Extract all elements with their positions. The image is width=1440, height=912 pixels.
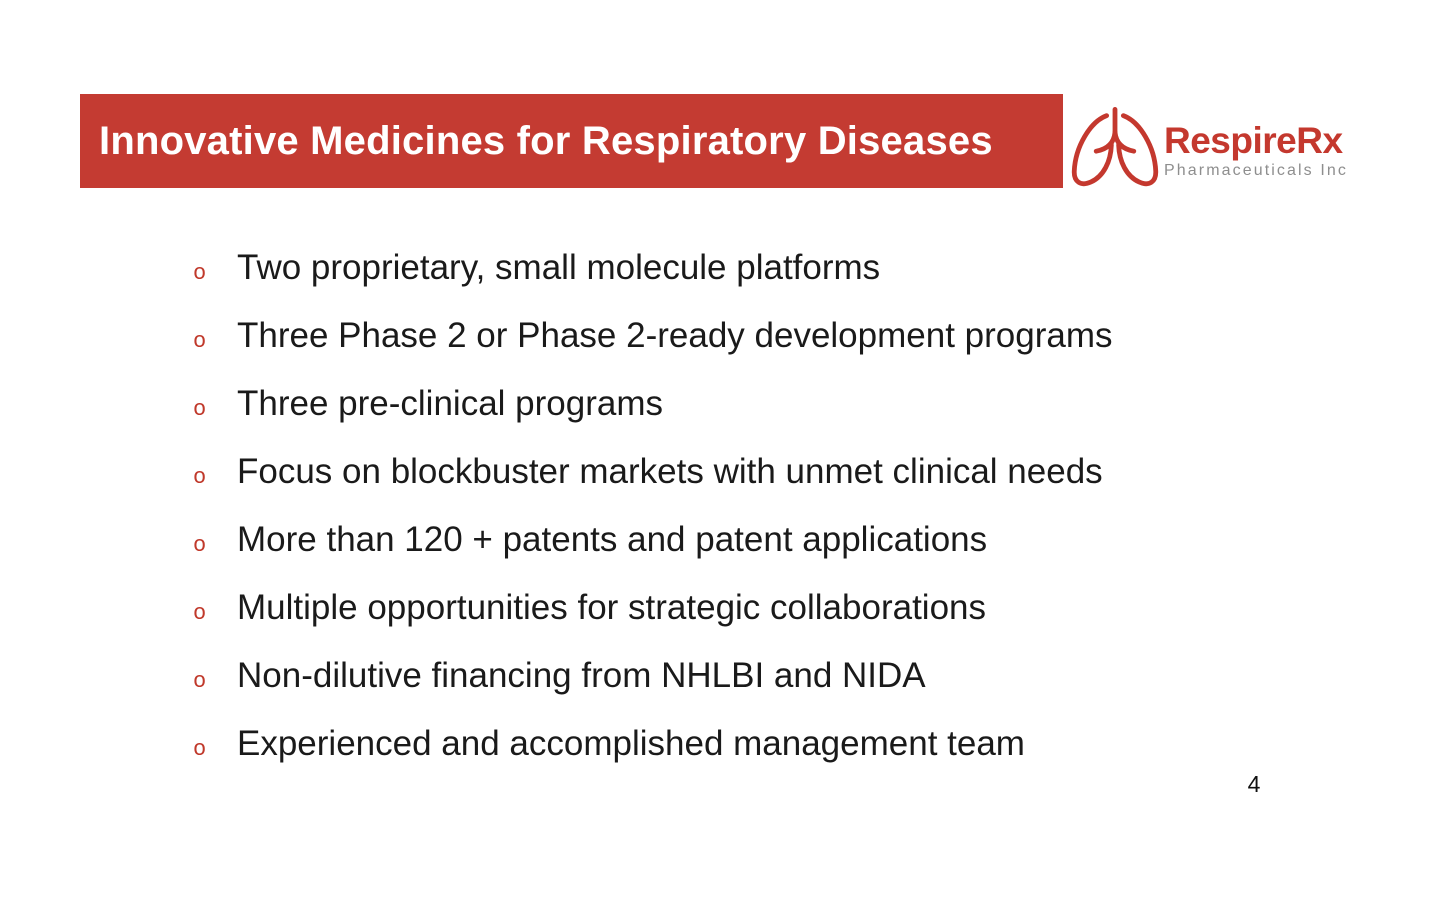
circle-bullet-icon: o	[193, 261, 207, 286]
circle-bullet-icon: o	[193, 601, 207, 626]
lungs-icon	[1068, 104, 1162, 190]
bullet-item-text: Three pre-clinical programs	[237, 384, 663, 423]
circle-bullet-icon: o	[193, 465, 207, 490]
page-number: 4	[1247, 771, 1261, 797]
list-item	[193, 438, 1112, 506]
company-logo	[1068, 104, 1348, 190]
circle-bullet-icon: o	[193, 533, 207, 558]
list-item	[193, 506, 1112, 574]
logo-company-name: RespireRx	[1164, 120, 1343, 161]
list-item	[193, 642, 1112, 710]
bullet-item-text: Multiple opportunities for strategic collaborations	[237, 588, 986, 627]
logo-text	[1164, 122, 1348, 180]
list-item	[193, 710, 1112, 778]
list-item	[193, 234, 1112, 302]
bullet-item-text: Focus on blockbuster markets with unmet clinical needs	[237, 452, 1103, 491]
circle-bullet-icon: o	[193, 397, 207, 422]
bullet-item-text: More than 120 + patents and patent applications	[237, 520, 988, 559]
bullet-item-text: Experienced and accomplished management team	[237, 724, 1025, 763]
bullet-item-text: Two proprietary, small molecule platforms	[237, 248, 881, 287]
title-banner	[80, 94, 1063, 188]
bullet-item-text: Three Phase 2 or Phase 2-ready development programs	[237, 316, 1113, 355]
bullet-list	[193, 234, 1112, 778]
circle-bullet-icon: o	[193, 329, 207, 354]
list-item	[193, 302, 1112, 370]
logo-company-subtitle: Pharmaceuticals Inc	[1164, 162, 1348, 179]
circle-bullet-icon: o	[193, 669, 207, 694]
bullet-item-text: Non-dilutive financing from NHLBI and NIDA	[237, 656, 926, 695]
list-item	[193, 574, 1112, 642]
circle-bullet-icon: o	[193, 737, 207, 762]
list-item	[193, 370, 1112, 438]
page-title: Innovative Medicines for Respiratory Diseases	[99, 118, 993, 163]
